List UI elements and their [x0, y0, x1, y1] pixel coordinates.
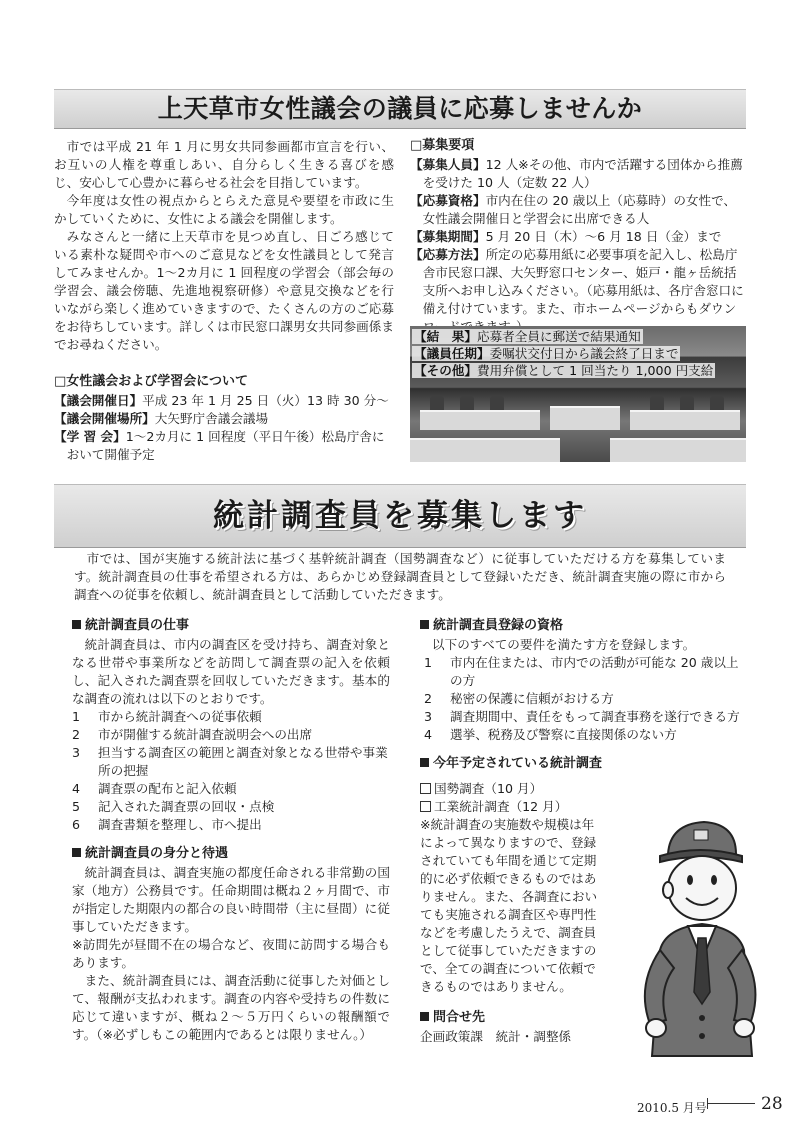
planned-item: 工業統計調査（12 月）: [420, 798, 740, 816]
qualification-list: [420, 654, 740, 744]
planned-note: ※統計調査の実施数や規模は年 によって異なりますので、登録 されていても年間を通じて定期 的に必ず依頼できるものではあ りません。また、各調査におい ても実施される調査区や専門性 などを考慮したうえで、調査員 として従事していただきますの で、全ての調査について依頼で きるものではありません。: [420, 817, 598, 994]
meeting-heading: □女性議会および学習会について: [54, 374, 249, 389]
planned-heading: 今年予定されている統計調査: [420, 754, 740, 774]
statistics-title: 統計調査員を募集します: [213, 498, 587, 534]
recruit-period: 【募集期間】5 月 20 日（木）～6 月 18 日（金）まで: [410, 229, 722, 244]
footer-rule: [707, 1103, 755, 1104]
meeting-place: 【議会開催場所】大矢野庁舎議会議場: [54, 411, 269, 426]
job-heading: 統計調査員の仕事: [72, 616, 390, 636]
footer-tick: [707, 1098, 708, 1109]
list-item: 5 記入された調査票の回収・点検: [72, 799, 275, 814]
list-item: 2 市が開催する統計調査説明会への出席: [72, 727, 313, 742]
meeting-date: 【議会開催日】平成 23 年 1 月 25 日（火）13 時 30 分～: [54, 393, 389, 408]
statistics-banner: [54, 484, 746, 548]
recruit-heading: □募集要項: [410, 138, 475, 153]
study-session: 【学 習 会】1～2カ月に 1 回程度（平日午後）松島庁舎において開催予定: [54, 429, 385, 462]
mascot-illustration: [630, 810, 770, 1080]
photo-caption-term: 【議員任期】委嘱状交付日から議会終了日まで: [414, 346, 679, 361]
recruitment-guidelines: [410, 136, 746, 336]
women-assembly-title: 上天草市女性議会の議員に応募しませんか: [157, 94, 643, 123]
list-item: 6 調査書類を整理し、市へ提出: [72, 817, 262, 832]
assembly-hall-photo: [410, 326, 746, 462]
planned-item: 国勢調査（10 月）: [420, 780, 740, 798]
page-number: 28: [761, 1094, 783, 1114]
list-item: 2 秘密の保護に信頼がおける方: [424, 691, 614, 706]
list-item: 3 調査期間中、責任をもって調査事務を遂行できる方: [424, 709, 740, 724]
square-bullet-icon: [420, 758, 429, 767]
reward-text: また、統計調査員には、調査活動に従事した対価として、報酬が支払われます。調査の内容や受持ちの件数に応じて違いますが、概ね２～５万円くらいの報酬額です。（※必ずしもこの範囲内であるとは限りません。）: [72, 973, 390, 1042]
women-assembly-intro: [54, 138, 394, 464]
list-item: 1 市から統計調査への従事依頼: [72, 709, 262, 724]
intro-paragraph: 市では平成 21 年 1 月に男女共同参画都市宣言を行い、お互いの人権を尊重しあい、自分らしく生きる喜びを感じ、安心して心豊かに暮らせる社会を目指しています。: [54, 139, 395, 190]
statistics-intro-text: 市では、国が実施する統計法に基づく基幹統計調査（国勢調査など）に従事していただける方を募集しています。統計調査員の仕事を希望される方は、あらかじめ登録調査員として登録いただき、統計調査実施の際に市から調査への従事を依頼し、統計調査員として活動していただきます。: [74, 551, 726, 602]
photo-caption-other: 【その他】費用弁償として 1 回当たり 1,000 円支給: [414, 363, 714, 378]
contact-heading: 問合せ先: [420, 1008, 740, 1028]
statistics-left-column: [72, 616, 390, 1044]
square-bullet-icon: [420, 1012, 429, 1021]
recruit-method: 【応募方法】所定の応募用紙に必要事項を記入し、松島庁舎市民窓口課、大矢野窓口センター、姫戸・龍ヶ岳統括支所へお申し込みください。（応募用紙は、各庁舎窓口に備え付けています。また、市ホームページからもダウン: [410, 247, 744, 316]
list-item: 4 調査票の配布と記入依頼: [72, 781, 237, 796]
intro-paragraph: みなさんと一緒に上天草市を見つめ直し、日ごろ感じている素朴な疑問や市へのご意見などを女性議員として発言してみませんか。1～2カ月に 1 回程度の学習会（部会毎の学習会、議会傍聴、先進地視察研修）や意見交換などを行いながら楽しく進めていきますので、たくさんの方のご応募をお待ちしています。詳しくは市民窓口課男女共同参画係までお尋ねください。: [54, 229, 394, 352]
status-note: ※訪問先が昼間不在の場合など、夜間に訪問する場合もあります。: [72, 937, 390, 970]
status-heading: 統計調査員の身分と待遇: [72, 844, 390, 864]
checkbox-icon: [420, 801, 431, 812]
checkbox-icon: [420, 783, 431, 794]
list-item: 4 選挙、税務及び警察に直接関係のない方: [424, 727, 677, 742]
status-text: 統計調査員は、調査実施の都度任命される非常勤の国家（地方）公務員です。任命期間は概ね２ヶ月間で、市が指定した期限内の都合の良い時間帯（主に昼間）に従事していただきます。: [72, 865, 390, 934]
issue-label: 2010.5 月号: [637, 1101, 707, 1115]
square-bullet-icon: [72, 620, 81, 629]
contact-text: 企画政策課 統計・調整係: [420, 1029, 572, 1044]
recruit-qualification: 【応募資格】市内在住の 20 歳以上（応募時）の女性で、女性議会開催日と学習会に出席できる人: [410, 193, 737, 226]
job-steps: [72, 708, 390, 834]
list-item: 1 市内在住または、市内での活動が可能な 20 歳以上の方: [424, 655, 739, 688]
square-bullet-icon: [72, 848, 81, 857]
qualification-lead: 以下のすべての要件を満たす方を登録します。: [432, 637, 696, 652]
women-assembly-banner: [54, 89, 746, 129]
recruit-count: 【募集人員】12 人※その他、市内で活躍する団体から推薦を受けた 10 人（定数 22 人）: [410, 157, 743, 190]
square-bullet-icon: [420, 620, 429, 629]
job-text: 統計調査員は、市内の調査区を受け持ち、調査対象となる世帯や事業所などを訪問して調査票の記入を依頼し、記入された調査票を回収していただきます。基本的な調査の流れは以下のとおりです。: [72, 637, 390, 706]
list-item: 3 担当する調査区の範囲と調査対象となる世帯や事業所の把握: [72, 745, 388, 778]
intro-paragraph: 今年度は女性の視点からとらえた意見や要望を市政に生かしていくために、女性による議会を開催します。: [54, 193, 394, 226]
statistics-intro: [74, 550, 726, 604]
qualification-heading: 統計調査員登録の資格: [420, 616, 740, 636]
photo-caption-result: 【結 果】応募者全員に郵送で結果通知: [414, 329, 641, 344]
